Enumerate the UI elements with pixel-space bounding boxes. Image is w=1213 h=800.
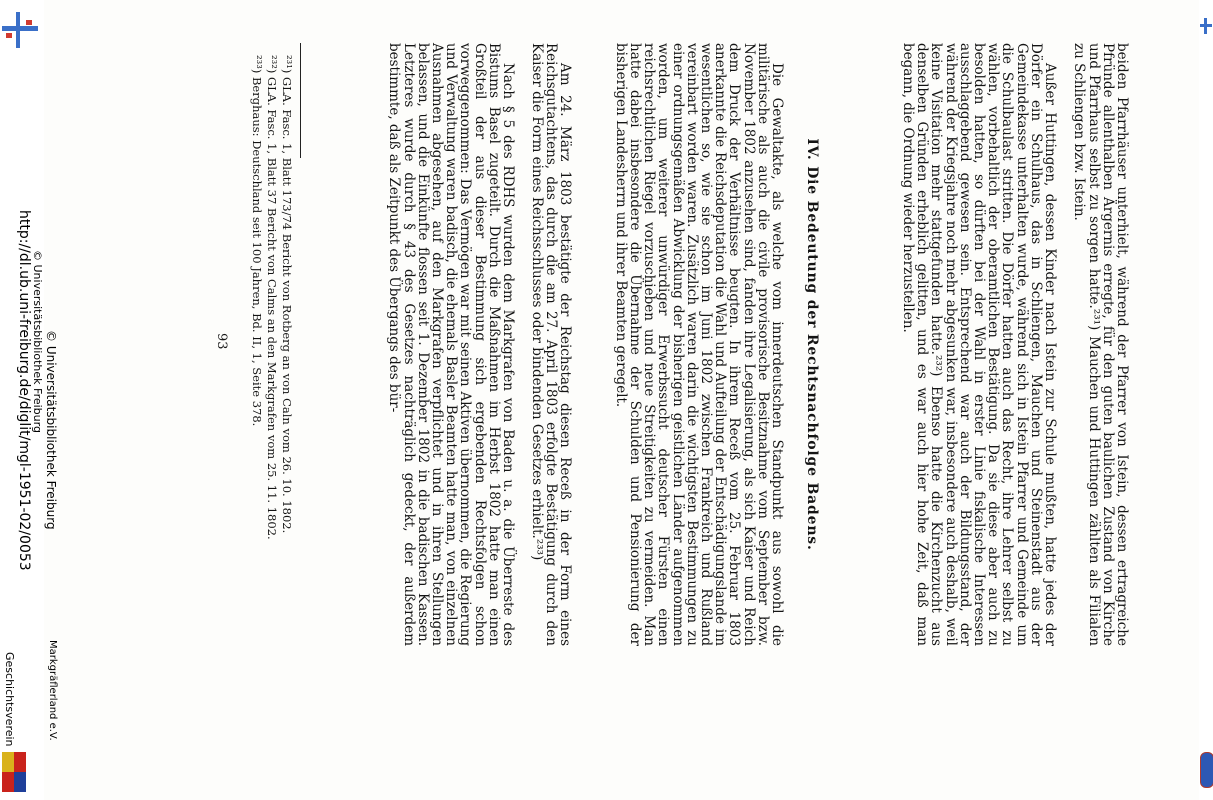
footnote-divider	[300, 43, 301, 158]
footnote-233: ²³³) Berghaus: Deutschland seit 100 Jahren, Bd. II, 1, Seite 378.	[250, 55, 264, 427]
viewer-left-sidebar	[0, 0, 44, 800]
footnote-231: ²³¹) GLA. Fasc. 1, Blatt 173/74 Bericht von Rotberg an von Caln vom 26. 10. 1802.	[280, 55, 294, 534]
paragraph-huttingen: Außer Huttingen, dessen Kinder nach Istein zur Schule mußten, hatte jedes der Dörfer ein Schulhaus, das in Schliengen, Mauchen und Steinenstadt aus der Gemeindekasse unterhalten wurde, während sich in Istein Pfarrer und Gemeinde um die Schulbaulast stritten. Die Dörfer hatten auch das Recht, ihre Lehrer selbst zu wählen, vorbehaltlich der oberamtlichen Bestätigung. Da sie diese aber auch zu besolden hatten, so dürften bei der Wahl in erster Linie fiskalische Interessen ausschlaggebend gewesen sein. Entsprechend war auch der Bildungsstand, der während der Kriegsjahre noch mehr abgesunken war, insbesondere auch deshalb, weil keine Visitation mehr stattgefunden hatte.²³²) Ebenso hatte die Kirchenzucht aus denselben Gründen erheblich gelitten, und es war auch hier hohe Zeit, daß man begann, die Ordnung wieder herzustellen.	[899, 43, 1058, 646]
secondary-logo-icon	[1200, 18, 1212, 34]
viewer-right-sidebar	[1199, 0, 1213, 800]
page-header-watermark-right: Markgräflerland e.V.	[47, 640, 58, 741]
page-number: 93	[214, 333, 229, 350]
verein-label: Geschichtsverein	[3, 652, 16, 747]
document-page	[44, 0, 1199, 800]
paragraph-rdhs: Nach § 5 des RDHS wurden dem Markgrafen von Baden u. a. die Überreste des Bistums Basel zugeteilt. Durch die Maßnahmen im Herbst 1802 hatte man einen Großteil der aus dieser Bestimmung sich ergebenden Rechtsfolgen schon vorweggenommen: Das Vermögen war mit seinen Aktiven übernommen, die Regierung und Verwaltung waren badisch, die ehemals Basler Beamten hatte man, von einzelnen Ausnahmen abgesehen, auf den Markgrafen verpflichtet und in ihren Stellungen belassen, und die Einkünfte flossen seit 1. Dezember 1802 in die badischen Kassen. Letzteres wurde durch § 43 des Gesetzes nachträglich gedeckt, der außerdem bestimmte, daß als Zeitpunkt des Übergangs des bür-	[386, 43, 516, 646]
copyright-label: © Universitätsbibliothek Freiburg	[31, 250, 44, 433]
page-content	[44, 0, 1199, 800]
paragraph-gewaltakte: Die Gewaltakte, als welche vom innerdeutschen Standpunkt aus sowohl die militärische als auch die civile provisorische Besitznahme vom September bzw. November 1802 anzusehen sind, fanden ihre Legalisierung, als sich Kaiser und Reich dem Druck der Verhältnisse beugten. In ihrem Receß vom 25. Februar 1803 anerkannte die Reichsdeputation die Wahl und Aufteilung der Entschädigungslande im wesentlichen so, wie sie schon im Juni 1802 zwischen Frankreich und Rußland vereinbart worden waren. Zusätzlich waren darin die wichtigsten Bestimmungen zu einer ordnungsgemäßen Abwicklung der bisherigen geistlichen Länder aufgenommen worden, um weiterer unwürdiger Erwerbssucht deutscher Fürsten einen reichsrechtlichen Riegel vorzuschieben und neue Streitigkeiten zu vermeiden. Man hatte dabei insbesondere die Übernahme der Schulden und Pensionierung der bisherigen Landesherrn und ihrer Beamten geregelt.	[612, 43, 785, 646]
document-url-label[interactable]: http://dl.ub.uni-freiburg.de/diglit/mgl-1951-02/0053	[16, 210, 32, 571]
page-header-watermark: © Universitätsbibliothek Freiburg	[44, 330, 58, 530]
paragraph-maerz: Am 24. März 1803 bestätigte der Reichstag diesen Receß in der Form eines Reichsgutachtens, das durch die am 27. April 1803 erfolgte Bestätigung durch den Kaiser die Form eines Reichsschlusses oder bindenden Gesetzes erhielt.²³³)	[528, 43, 573, 646]
coat-of-arms-icon	[2, 752, 26, 792]
paragraph-intro: beiden Pfarrhäuser unterhielt, während der Pfarrer von Istein, dessen ertragreiche Pfründe allenthalben Ärgernis erregte, für den guten baulichen Zustand von Kirche und Pfarrhaus selbst zu sorgen hatte.²³¹) Mauchen und Huttingen zählten als Filialen zu Schliengen bzw. Istein.	[1071, 43, 1130, 646]
footnote-232: ²³²) GLA. Fasc. 1, Blatt 37 Bericht von Calms an den Markgrafen vom 25. 11. 1802.	[265, 55, 279, 540]
library-logo-icon[interactable]	[2, 12, 40, 48]
verein-emblem-icon	[1200, 752, 1213, 788]
section-heading: IV. Die Bedeutung der Rechtsnachfolge Badens.	[804, 138, 820, 551]
